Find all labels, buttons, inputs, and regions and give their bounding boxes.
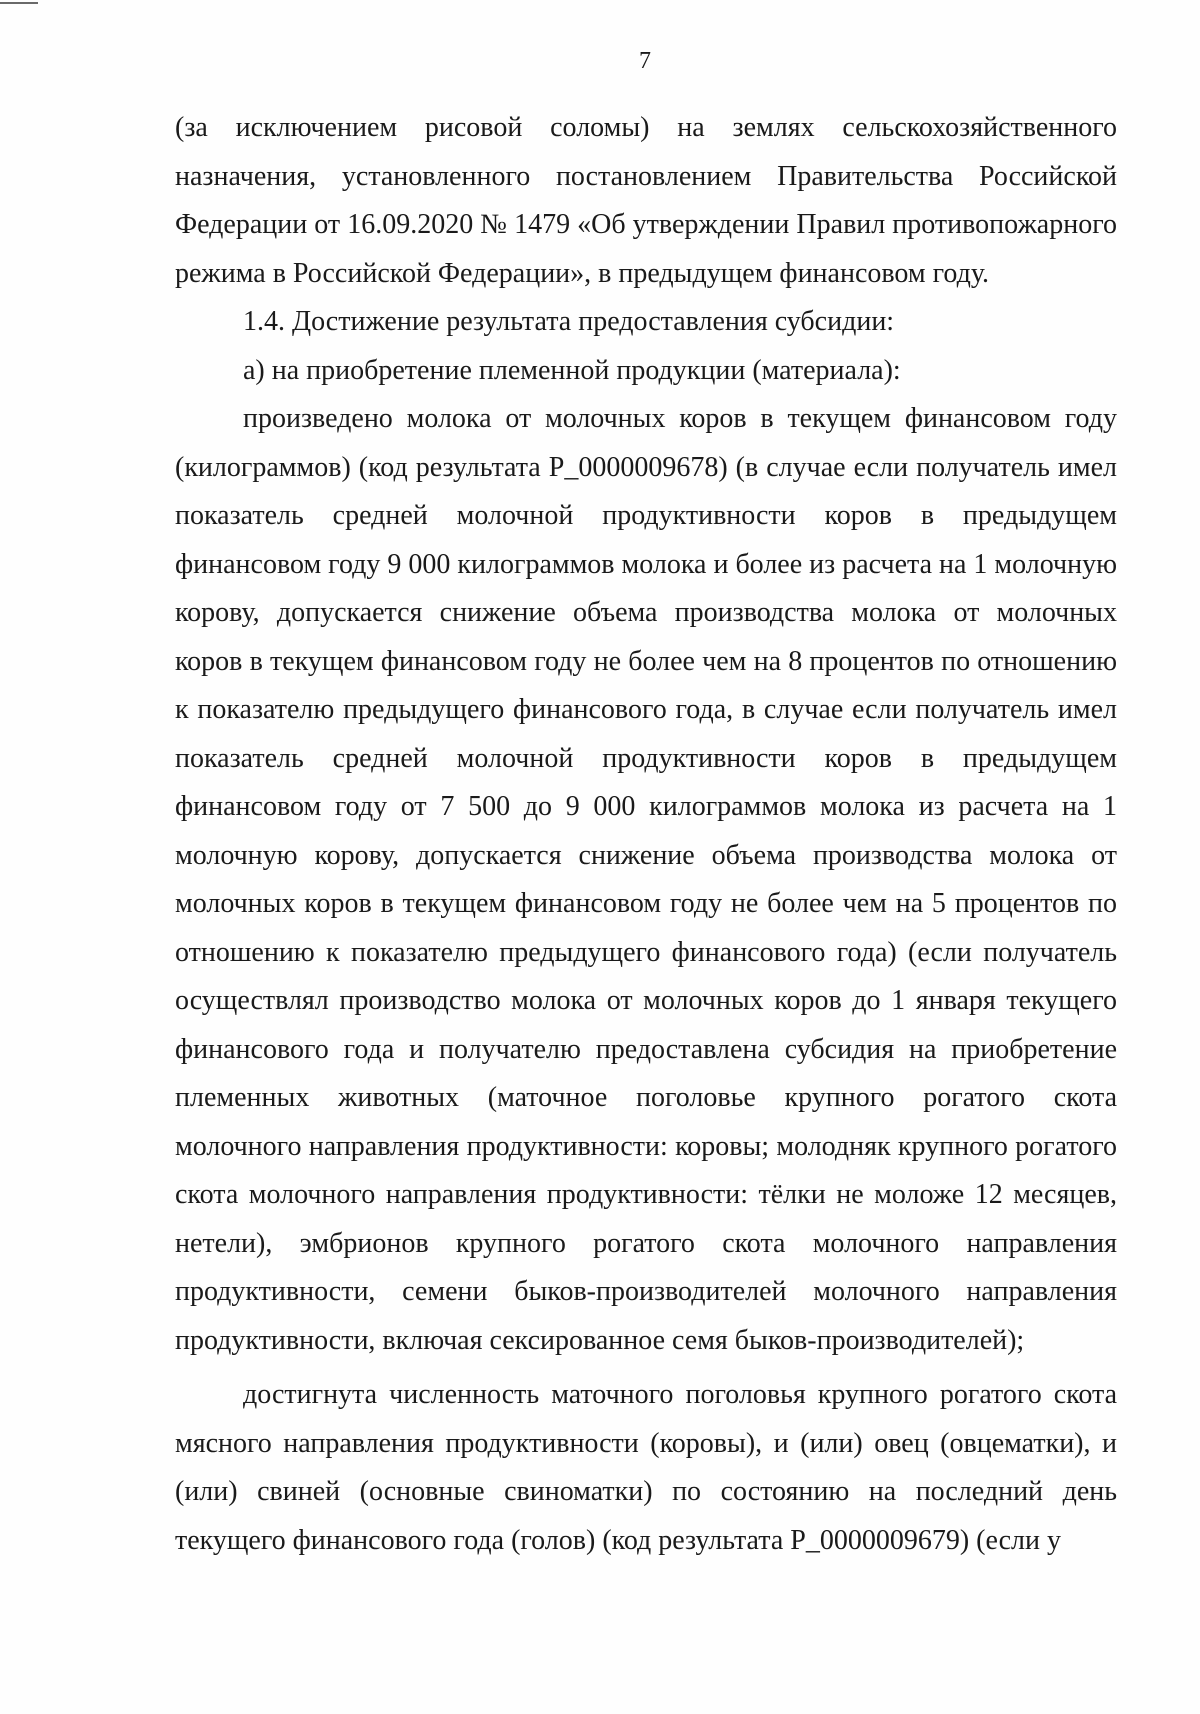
scan-corner-mark	[0, 2, 38, 4]
document-body	[175, 104, 1117, 1565]
paragraph-fire-regime-continuation: (за исключением рисовой соломы) на землях сельскохозяйственного назначения, установленного постановлением Правительства Российской Федерации от 16.09.2020 № 1479 «Об утверждении Правил противопожарного режима в Российской Федерации», в предыдущем финансовом году.	[175, 112, 1117, 289]
paragraph-section-1-4-heading: 1.4. Достижение результата предоставления субсидии:	[243, 306, 895, 337]
page-number: 7	[639, 48, 651, 74]
paragraph-livestock-headcount-result: достигнута численность маточного поголовья крупного рогатого скота мясного направления продуктивности (коровы), и (или) овец (овцематки), и (или) свиней (основные свиноматки) по состоянию на последний день текущего финансового года (голов) (код результата Р_0000009679) (если у	[175, 1379, 1117, 1556]
paragraph-milk-production-result: произведено молока от молочных коров в текущем финансовом году (килограммов) (код результата Р_0000009678) (в случае если получатель имел показатель средней молочной продуктивности коров в предыдущем финансовом году 9 000 килограммов молока и более из расчета на 1 молочную корову, допускается снижение объема производства молока от молочных коров в текущем финансовом году не более чем на 8 процентов по отношению к показателю предыдущего финансового года, в случае если получатель имел показатель средней молочной продуктивности коров в предыдущем финансовом году от 7 500 до 9 000 килограммов молока из расчета на 1 молочную корову, допускается снижение объема производства молока от молочных коров в текущем финансовом году не более чем на 5 процентов по отношению к показателю предыдущего финансового года) (если получатель осуществлял производство молока от молочных коров до 1 января текущего финансового года и получателю предоставлена субсидия на приобретение племенных животных (маточное поголовье крупного рогатого скота молочного направления продуктивности: коровы; молодняк крупного рогатого скота молочного направления продуктивности: тёлки не моложе 12 месяцев, нетели), эмбрионов крупного рогатого скота молочного направления продуктивности, семени быков-производителей молочного направления продуктивности, включая сексированное семя быков-производителей);	[175, 403, 1117, 1356]
paragraph-subitem-a: а) на приобретение племенной продукции (материала):	[243, 354, 901, 386]
